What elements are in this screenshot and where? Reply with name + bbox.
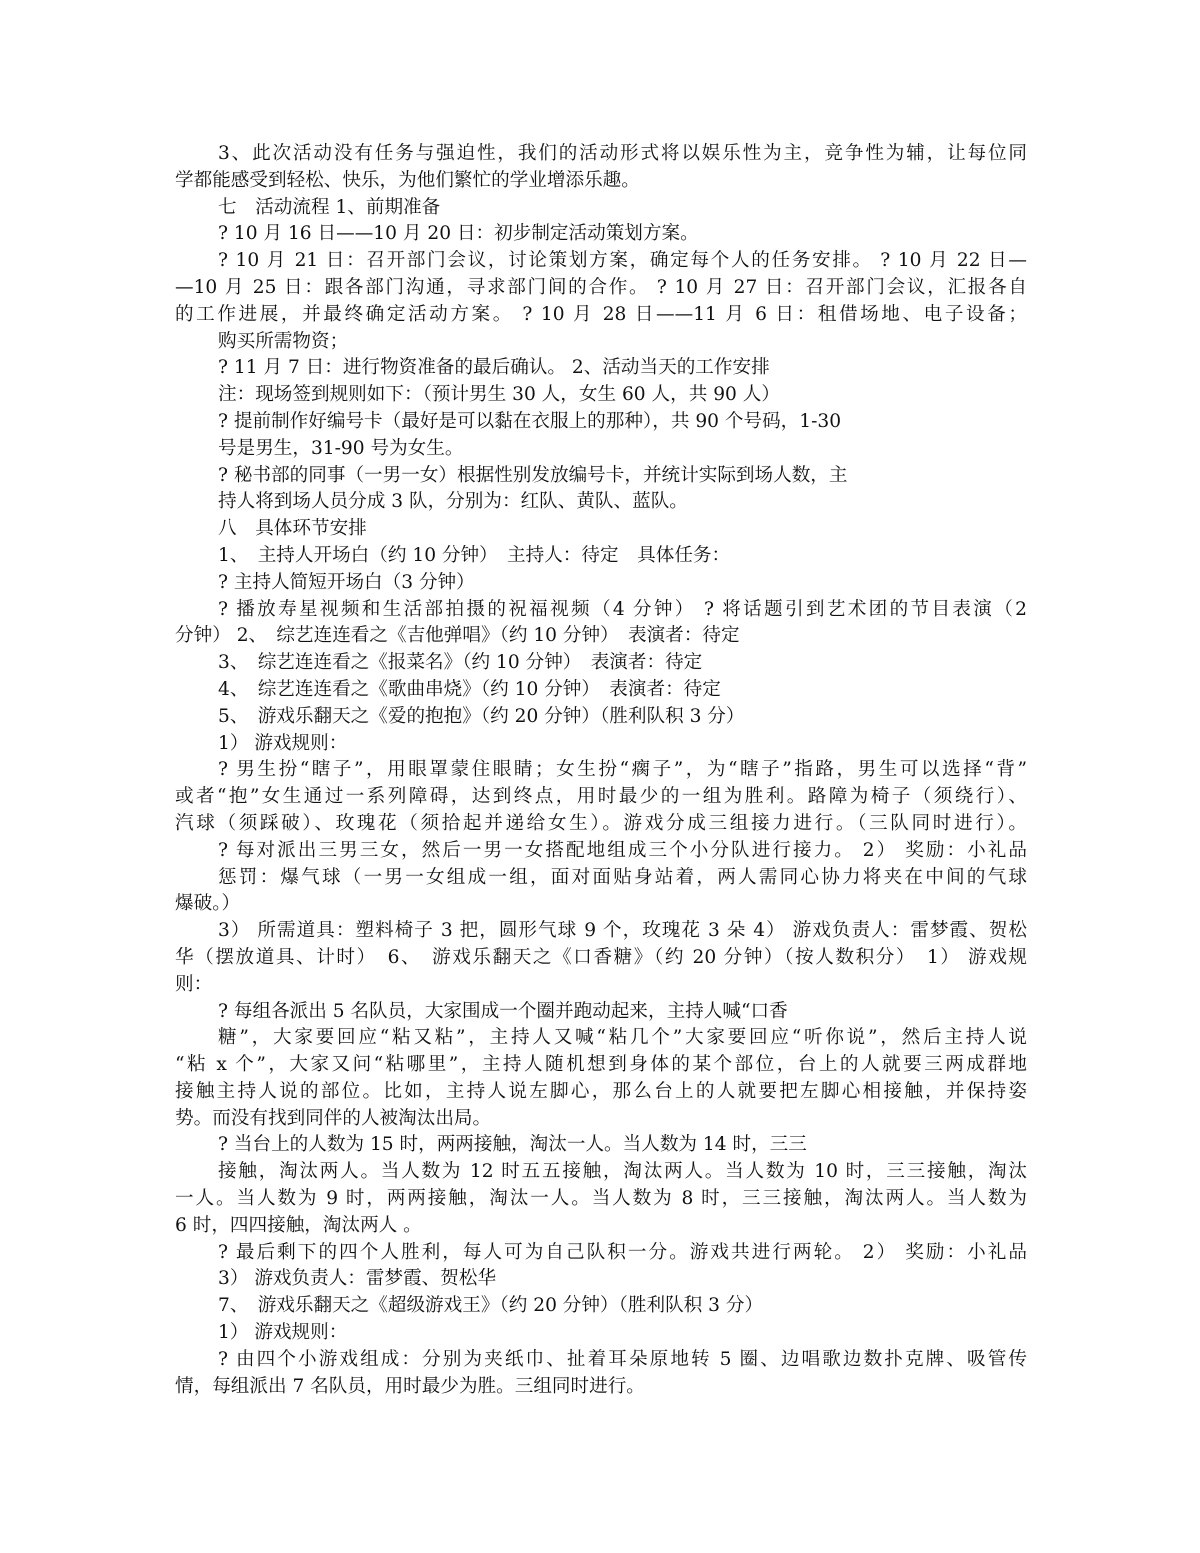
- text-line: 七 活动流程 1、前期准备: [218, 196, 441, 218]
- text-line: ? 11 月 7 日：进行物资准备的最后确认。 2、活动当天的工作安排: [218, 357, 770, 379]
- text-line: 八 具体环节安排: [218, 518, 367, 540]
- text-line: 惩罚：爆气球（一男一女组成一组，面对面贴身站着，两人需同心协力将夹在中间的气球: [218, 866, 1027, 888]
- text-line: 势。而没有找到同伴的人被淘汰出局。: [175, 1107, 492, 1129]
- text-line: 1） 游戏规则：: [218, 732, 348, 754]
- text-line: ? 当台上的人数为 15 时，两两接触，淘汰一人。当人数为 14 时，三三: [218, 1134, 807, 1156]
- text-line: ? 最后剩下的四个人胜利，每人可为自己队积一分。游戏共进行两轮。 2） 奖励：小礼品: [218, 1241, 1027, 1263]
- text-line: 接触，淘汰两人。当人数为 12 时五五接触，淘汰两人。当人数为 10 时，三三接触，淘汰: [218, 1161, 1027, 1183]
- text-line: 分钟） 2、 综艺连连看之《吉他弹唱》（约 10 分钟） 表演者：待定: [175, 625, 740, 647]
- text-line: ? 每组各派出 5 名队员，大家围成一个圈并跑动起来，主持人喊“口香: [218, 1000, 788, 1022]
- text-line: 一人。当人数为 9 时，两两接触，淘汰一人。当人数为 8 时，三三接触，淘汰两人。当人数为: [175, 1188, 1027, 1210]
- text-line: 1） 游戏规则：: [218, 1322, 348, 1344]
- text-line: 则：: [175, 973, 213, 995]
- text-line: 6 时，四四接触，淘汰两人 。: [175, 1214, 422, 1236]
- text-line: 注：现场签到规则如下：（预计男生 30 人，女生 60 人，共 90 人）: [218, 384, 780, 406]
- text-line: 或者“抱”女生通过一系列障碍，达到终点，用时最少的一组为胜利。路障为椅子（须绕行）、: [175, 786, 1027, 808]
- text-line: 购买所需物资；: [218, 330, 349, 352]
- text-line: 3） 游戏负责人：雷梦霞、贺松华: [218, 1268, 497, 1290]
- text-line: 3、 综艺连连看之《报菜名》（约 10 分钟） 表演者：待定: [218, 652, 703, 674]
- text-line: 3、此次活动没有任务与强迫性，我们的活动形式将以娱乐性为主，竞争性为辅，让每位同: [218, 143, 1027, 164]
- text-line: ? 由四个小游戏组成：分别为夹纸巾、扯着耳朵原地转 5 圈、边唱歌边数扑克牌、吸管传: [218, 1348, 1027, 1370]
- text-line: 的工作进展，并最终确定活动方案。 ? 10 月 28 日——11 月 6 日：租借场地、电子设备；: [175, 303, 1027, 325]
- text-line: 4、 综艺连连看之《歌曲串烧》（约 10 分钟） 表演者：待定: [218, 678, 721, 700]
- text-line: 1、 主持人开场白（约 10 分钟） 主持人：待定 具体任务：: [218, 544, 731, 566]
- text-line: 情，每组派出 7 名队员，用时最少为胜。三组同时进行。: [175, 1375, 645, 1397]
- document-page: [175, 141, 1027, 1400]
- text-line: ? 10 月 21 日：召开部门会议，讨论策划方案，确定每个人的任务安排。 ? 10 月 22 日—: [218, 250, 1027, 272]
- text-line: —10 月 25 日：跟各部门沟通，寻求部门间的合作。 ? 10 月 27 日：召开部门会议，汇报各自: [175, 276, 1027, 298]
- text-line: 5、 游戏乐翻天之《爱的抱抱》（约 20 分钟）（胜利队积 3 分）: [218, 705, 745, 727]
- text-line: 糖”，大家要回应“粘又粘”，主持人又喊“粘几个”大家要回应“听你说”，然后主持人说: [218, 1027, 1027, 1049]
- text-line: ? 提前制作好编号卡（最好是可以黏在衣服上的那种），共 90 个号码，1-30: [218, 410, 842, 432]
- text-line: 华（摆放道具、计时） 6、 游戏乐翻天之《口香糖》（约 20 分钟）（按人数积分） 1） 游戏规: [175, 946, 1027, 968]
- text-line: 持人将到场人员分成 3 队，分别为：红队、黄队、蓝队。: [218, 491, 688, 513]
- text-line: 爆破。）: [175, 893, 241, 915]
- text-line: ? 10 月 16 日——10 月 20 日：初步制定活动策划方案。: [218, 223, 699, 245]
- text-line: ? 播放寿星视频和生活部拍摄的祝福视频（4 分钟） ? 将话题引到艺术团的节目表演（2: [218, 598, 1027, 620]
- text-line: 接触主持人说的部位。比如，主持人说左脚心，那么台上的人就要把左脚心相接触，并保持姿: [175, 1080, 1027, 1102]
- text-line: ? 秘书部的同事（一男一女）根据性别发放编号卡，并统计实际到场人数，主: [218, 464, 848, 486]
- text-line: 号是男生，31-90 号为女生。: [218, 437, 464, 459]
- text-line: “粘 x 个”，大家又问“粘哪里”，主持人随机想到身体的某个部位，台上的人就要三两成群地: [175, 1054, 1027, 1076]
- text-line: 7、 游戏乐翻天之《超级游戏王》（约 20 分钟）（胜利队积 3 分）: [218, 1295, 764, 1317]
- text-line: 汽球（须踩破）、玫瑰花（须拾起并递给女生）。游戏分成三组接力进行。（三队同时进行）。: [175, 812, 1027, 834]
- text-line: ? 男生扮“瞎子”，用眼罩蒙住眼睛；女生扮“瘸子”，为“瞎子”指路，男生可以选择“背”: [218, 759, 1027, 781]
- text-line: 学都能感受到轻松、快乐，为他们繁忙的学业增添乐趣。: [175, 169, 640, 191]
- text-line: 3） 所需道具：塑料椅子 3 把，圆形气球 9 个，玫瑰花 3 朵 4） 游戏负责人：雷梦霞、贺松: [218, 920, 1027, 942]
- text-line: ? 每对派出三男三女，然后一男一女搭配地组成三个小分队进行接力。 2） 奖励：小礼品: [218, 839, 1027, 861]
- text-line: ? 主持人简短开场白（3 分钟）: [218, 571, 475, 593]
